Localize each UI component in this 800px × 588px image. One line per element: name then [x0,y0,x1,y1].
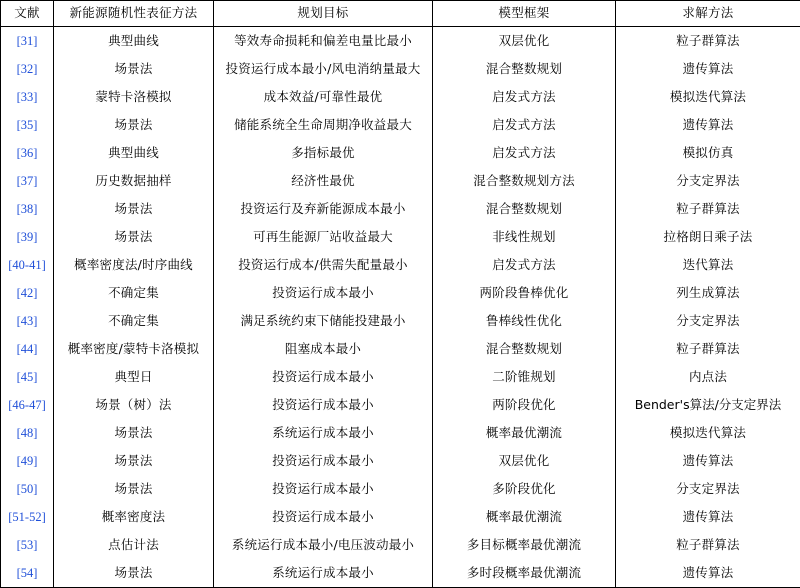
cell-framework: 启发式方法 [433,83,616,111]
table-row [1,251,800,279]
cell-framework: 两阶段鲁棒优化 [433,279,616,307]
cell-reference[interactable]: [38] [1,195,54,223]
cell-framework: 鲁棒线性优化 [433,307,616,335]
column-header-objective: 规划目标 [214,1,433,27]
cell-solver: 分支定界法 [616,307,800,335]
cell-framework: 混合整数规划方法 [433,167,616,195]
cell-reference[interactable]: [35] [1,111,54,139]
cell-framework: 双层优化 [433,27,616,56]
cell-method: 概率密度/蒙特卡洛模拟 [54,335,214,363]
cell-objective: 投资运行成本最小/风电消纳量最大 [214,55,433,83]
cell-method: 场景法 [54,447,214,475]
cell-reference[interactable]: [44] [1,335,54,363]
cell-objective: 满足系统约束下储能投建最小 [214,307,433,335]
table-row [1,559,800,588]
table-row [1,307,800,335]
table-row [1,391,800,419]
table-header [1,1,800,27]
cell-objective: 投资运行成本最小 [214,363,433,391]
cell-reference[interactable]: [40-41] [1,251,54,279]
cell-method: 典型曲线 [54,139,214,167]
cell-solver: 分支定界法 [616,475,800,503]
cell-method: 历史数据抽样 [54,167,214,195]
cell-method: 场景法 [54,475,214,503]
cell-solver: 遗传算法 [616,55,800,83]
table-header-row [1,1,800,27]
cell-objective: 系统运行成本最小 [214,419,433,447]
cell-method: 场景法 [54,223,214,251]
cell-method: 场景法 [54,419,214,447]
cell-method: 点估计法 [54,531,214,559]
table-row [1,335,800,363]
column-header-reference: 文献 [1,1,54,27]
cell-solver: 内点法 [616,363,800,391]
cell-framework: 非线性规划 [433,223,616,251]
cell-objective: 投资运行成本最小 [214,279,433,307]
cell-method: 不确定集 [54,307,214,335]
cell-objective: 成本效益/可靠性最优 [214,83,433,111]
cell-objective: 系统运行成本最小/电压波动最小 [214,531,433,559]
cell-objective: 投资运行成本最小 [214,391,433,419]
cell-method: 场景法 [54,111,214,139]
cell-method: 概率密度法 [54,503,214,531]
cell-reference[interactable]: [36] [1,139,54,167]
table-row [1,55,800,83]
cell-method: 场景法 [54,55,214,83]
cell-objective: 投资运行及弃新能源成本最小 [214,195,433,223]
cell-framework: 概率最优潮流 [433,503,616,531]
cell-framework: 混合整数规划 [433,55,616,83]
cell-solver: 遗传算法 [616,559,800,588]
cell-objective: 投资运行成本最小 [214,503,433,531]
cell-method: 场景法 [54,559,214,588]
cell-reference[interactable]: [39] [1,223,54,251]
table-row [1,139,800,167]
cell-reference[interactable]: [48] [1,419,54,447]
cell-solver: 模拟迭代算法 [616,419,800,447]
cell-reference[interactable]: [46-47] [1,391,54,419]
cell-framework: 多目标概率最优潮流 [433,531,616,559]
table-row [1,27,800,56]
cell-framework: 混合整数规划 [433,195,616,223]
table-row [1,419,800,447]
table-row [1,83,800,111]
cell-objective: 多指标最优 [214,139,433,167]
table-row [1,531,800,559]
cell-objective: 投资运行成本最小 [214,475,433,503]
cell-reference[interactable]: [32] [1,55,54,83]
cell-solver: 遗传算法 [616,447,800,475]
cell-framework: 概率最优潮流 [433,419,616,447]
cell-method: 不确定集 [54,279,214,307]
cell-framework: 双层优化 [433,447,616,475]
cell-solver: 粒子群算法 [616,195,800,223]
table-row [1,279,800,307]
cell-reference[interactable]: [43] [1,307,54,335]
cell-solver: 列生成算法 [616,279,800,307]
cell-method: 典型曲线 [54,27,214,56]
cell-solver: 遗传算法 [616,503,800,531]
cell-method: 蒙特卡洛模拟 [54,83,214,111]
cell-framework: 混合整数规划 [433,335,616,363]
cell-objective: 投资运行成本最小 [214,447,433,475]
cell-framework: 多阶段优化 [433,475,616,503]
cell-solver: 粒子群算法 [616,27,800,56]
cell-objective: 可再生能源厂站收益最大 [214,223,433,251]
cell-objective: 储能系统全生命周期净收益最大 [214,111,433,139]
cell-method: 典型日 [54,363,214,391]
cell-method: 概率密度法/时序曲线 [54,251,214,279]
cell-reference[interactable]: [42] [1,279,54,307]
column-header-solver: 求解方法 [616,1,800,27]
cell-method: 场景（树）法 [54,391,214,419]
cell-objective: 经济性最优 [214,167,433,195]
cell-reference[interactable]: [50] [1,475,54,503]
cell-reference[interactable]: [31] [1,27,54,56]
table-body [1,27,800,588]
cell-framework: 启发式方法 [433,139,616,167]
cell-objective: 投资运行成本/供需失配量最小 [214,251,433,279]
cell-framework: 两阶段优化 [433,391,616,419]
cell-objective: 等效寿命损耗和偏差电量比最小 [214,27,433,56]
cell-solver: 迭代算法 [616,251,800,279]
cell-solver: 分支定界法 [616,167,800,195]
cell-objective: 阻塞成本最小 [214,335,433,363]
cell-framework: 多时段概率最优潮流 [433,559,616,588]
table-row [1,223,800,251]
table-row [1,475,800,503]
table-row [1,195,800,223]
cell-solver: 遗传算法 [616,111,800,139]
cell-reference[interactable]: [45] [1,363,54,391]
cell-solver: Bender's算法/分支定界法 [616,391,800,419]
column-header-framework: 模型框架 [433,1,616,27]
cell-reference[interactable]: [37] [1,167,54,195]
cell-reference[interactable]: [54] [1,559,54,588]
cell-method: 场景法 [54,195,214,223]
table-row [1,167,800,195]
cell-solver: 粒子群算法 [616,335,800,363]
cell-reference[interactable]: [51-52] [1,503,54,531]
cell-objective: 系统运行成本最小 [214,559,433,588]
cell-framework: 启发式方法 [433,251,616,279]
table-row [1,447,800,475]
cell-reference[interactable]: [33] [1,83,54,111]
cell-solver: 模拟仿真 [616,139,800,167]
table-row [1,111,800,139]
cell-framework: 二阶锥规划 [433,363,616,391]
cell-framework: 启发式方法 [433,111,616,139]
column-header-method: 新能源随机性表征方法 [54,1,214,27]
cell-solver: 拉格朗日乘子法 [616,223,800,251]
cell-reference[interactable]: [53] [1,531,54,559]
table-row [1,503,800,531]
cell-solver: 模拟迭代算法 [616,83,800,111]
table-row [1,363,800,391]
cell-solver: 粒子群算法 [616,531,800,559]
cell-reference[interactable]: [49] [1,447,54,475]
